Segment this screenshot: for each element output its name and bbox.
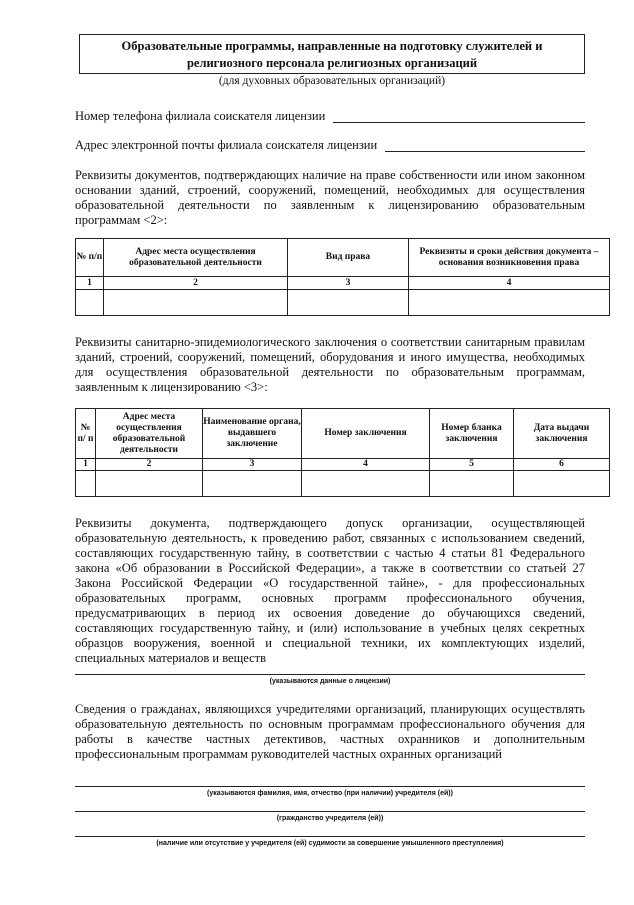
col-number: 4 [409,277,610,290]
col-header: Вид права [288,239,409,277]
col-header: Реквизиты и сроки действия документа – основания возникновения права [409,239,610,277]
table-number-row [76,459,610,471]
col-header: Дата выдачи заключения [514,409,610,459]
sanitary-table [75,408,610,497]
col-number: 1 [76,459,96,471]
table-header-row [76,409,610,459]
table-cell[interactable] [302,471,430,497]
table-cell[interactable] [288,290,409,316]
title-line-1: Образовательные программы, направленные на подготовку служителей и [121,39,543,53]
table-cell[interactable] [76,471,96,497]
founders-info-text: Сведения о гражданах, являющихся учредителями организаций, планирующих осуществлять образовательную деятельность по основным программам профессионального обучения для работы в качестве частных детективов, частных охранников и дополнительным профессиональным программам руководителей частных охранных организаций [75,702,585,761]
phone-label: Номер телефона филиала соискателя лицензии [75,109,326,123]
col-header: Номер заключения [302,409,430,459]
table-cell[interactable] [96,471,203,497]
email-field[interactable] [385,151,585,152]
table-row [76,290,610,316]
secrecy-clearance-text: Реквизиты документа, подтверждающего допуск организации, осуществляющей образовательную деятельность, к проведению работ, связанных с использованием сведений, составляющих государственную тайну, в соответствии с частью 4 статьи 81 Федерального закона «Об образовании в Российской Федерации», а также в соответствии со статьей 27 Закона Российской Федерации «О государственной тайне», - для профессиональных образовательных программ, основных программ профессионального обучения, предусматривающих в период их освоения доведение до обучающихся сведений, составляющих государственную тайну, и (или) использование в учебных целях секретных образцов вооружения, военной и специальной техники, их комплектующих изделий, специальных материалов и веществ [75,516,585,665]
table-cell[interactable] [203,471,302,497]
license-data-caption: (указываются данные о лицензии) [269,678,391,685]
col-header: Адрес места осуществления образовательной деятельности [96,409,203,459]
founder-conviction-field[interactable] [75,836,585,837]
col-number: 3 [203,459,302,471]
table-cell[interactable] [409,290,610,316]
founder-citizenship-caption: (гражданство учредителя (ей)) [276,815,384,822]
table-cell[interactable] [514,471,610,497]
table-cell[interactable] [104,290,288,316]
sanitary-conclusion-text: Реквизиты санитарно-эпидемиологического заключения о соответствии санитарным правилам зданий, строений, сооружений, помещений, оборудования и иного имущества, необходимых для осуществления образовательной деятельности по образовательным программам, заявленным к лицензированию <3>: [75,335,585,394]
col-header: Наименование органа, выдавшего заключение [203,409,302,459]
col-number: 6 [514,459,610,471]
document-subtitle: (для духовных образовательных организаций) [218,75,446,87]
col-number: 2 [96,459,203,471]
col-header: Номер бланка заключения [430,409,514,459]
founder-conviction-caption: (наличие или отсутствие у учредителя (ей) судимости за совершение умышленного преступления) [156,840,504,847]
table-cell[interactable] [430,471,514,497]
document-title [79,38,585,72]
col-number: 2 [104,277,288,290]
col-header: № п/п [76,239,104,277]
col-header: Адрес места осуществления образовательной деятельности [104,239,288,277]
founder-name-caption: (указываются фамилия, имя, отчество (при наличии) учредителя (ей)) [207,790,453,797]
title-line-2: религиозного персонала религиозных организаций [186,56,478,70]
phone-field[interactable] [333,122,585,123]
col-number: 5 [430,459,514,471]
col-number: 1 [76,277,104,290]
premises-requisites-text: Реквизиты документов, подтверждающих наличие на праве собственности или ином законном основании зданий, строений, сооружений, помещений, необходимых для осуществления образовательной деятельности по заявленным к лицензированию образовательным программам <2>: [75,168,585,227]
premises-table [75,238,610,316]
table-number-row [76,277,610,290]
license-data-field[interactable] [75,674,585,675]
table-header-row [76,239,610,277]
email-label: Адрес электронной почты филиала соискателя лицензии [75,138,378,152]
col-number: 3 [288,277,409,290]
founder-name-field[interactable] [75,786,585,787]
table-cell[interactable] [76,290,104,316]
table-row [76,471,610,497]
founder-citizenship-field[interactable] [75,811,585,812]
col-header: № п/ п [76,409,96,459]
col-number: 4 [302,459,430,471]
